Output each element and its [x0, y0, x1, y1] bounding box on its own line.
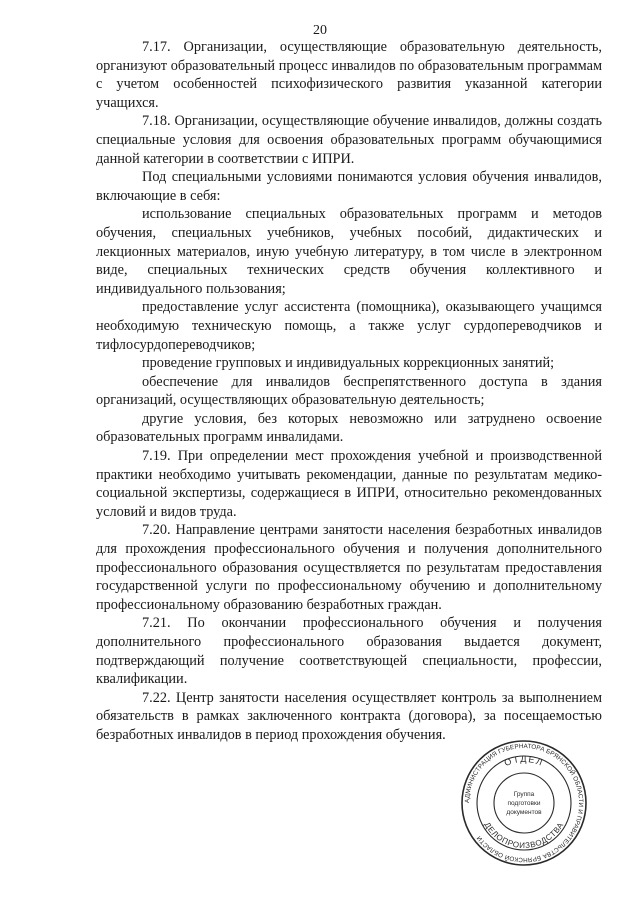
- paragraph-special-conditions: Под специальными условиями понимаются условия обучения инвалидов, включающие в себя:: [96, 169, 602, 204]
- stamp-records-text: ДЕЛОПРОИЗВОДСТВА: [482, 820, 566, 851]
- list-item-assistant: предоставление услуг ассистента (помощника), оказывающего учащимся необходимую техническую помощь, а также услуг сурдопереводчиков и тифлосурдопереводчиков;: [96, 299, 602, 353]
- stamp-center-line-1: Группа: [513, 791, 535, 798]
- paragraph-7-18: 7.18. Организации, осуществляющие обучение инвалидов, должны создать специальные условия для освоения образовательных программ обучающимися данной категории в соответствии с ИПРИ.: [96, 113, 602, 167]
- list-item-correction-classes: проведение групповых и индивидуальных коррекционных занятий;: [142, 355, 555, 372]
- paragraph-7-20: 7.20. Направление центрами занятости населения безработных инвалидов для прохождения профессионального обучения и получения дополнительного профессионального образования осуществляется по результатам предоставления государственной услуги по профессиональному обучению и дополнительному профессиональному образованию безработных граждан.: [96, 522, 602, 613]
- list-item-access: обеспечение для инвалидов беспрепятственного доступа в здания организаций, осуществляющих образовательную деятельность;: [96, 373, 602, 409]
- document-body: [96, 38, 602, 745]
- stamp-center-line-3: документов: [506, 809, 542, 816]
- list-item-other-conditions: другие условия, без которых невозможно или затруднено освоение образовательных программ инвалидами.: [96, 410, 602, 446]
- stamp-outer-text: АДМИНИСТРАЦИЯ ГУБЕРНАТОРА БРЯНСКОЙ ОБЛАСТИ И ПРАВИТЕЛЬСТВА БРЯНСКОЙ ОБЛАСТИ: [463, 742, 585, 864]
- svg-text:ОТДЕЛ: [503, 754, 545, 768]
- paragraph-7-19: 7.19. При определении мест прохождения учебной и производственной практики необходимо учитывать рекомендации, данные по результатам медико-социальной экспертизы, содержащиеся в ИПРИ, относительно рекомендованных условий и видов труда.: [96, 448, 602, 520]
- office-stamp: [459, 738, 589, 868]
- paragraph-7-17: 7.17. Организации, осуществляющие образовательную деятельность, организуют образовательный процесс инвалидов по образовательным программам с учетом особенностей психофизического развития указанной категории учащихся.: [96, 39, 602, 111]
- page-number: 20: [313, 23, 327, 38]
- paragraph-7-22: 7.22. Центр занятости населения осуществляет контроль за выполнением обязательств в рамках заключенного контракта (договора), за посещаемостью безработных инвалидов в период прохождения обучения.: [96, 689, 602, 743]
- list-item-programs: использование специальных образовательных программ и методов обучения, специальных учебников, учебных пособий, дидактических и лекционных материалов, иную учебную литературу, в том числе в электронном виде, специальных технических средств обучения коллективного и индивидуального пользования;: [96, 206, 602, 297]
- svg-text:ДЕЛОПРОИЗВОДСТВА: [483, 821, 566, 851]
- stamp-center-line-2: подготовки: [507, 800, 541, 807]
- stamp-department-text: ОТДЕЛ: [502, 753, 546, 768]
- paragraph-7-21: 7.21. По окончании профессионального обучения и получения дополнительного профессионального образования выдается документ, подтверждающий получение соответствующей специальности, профессии, квалификации.: [96, 615, 602, 688]
